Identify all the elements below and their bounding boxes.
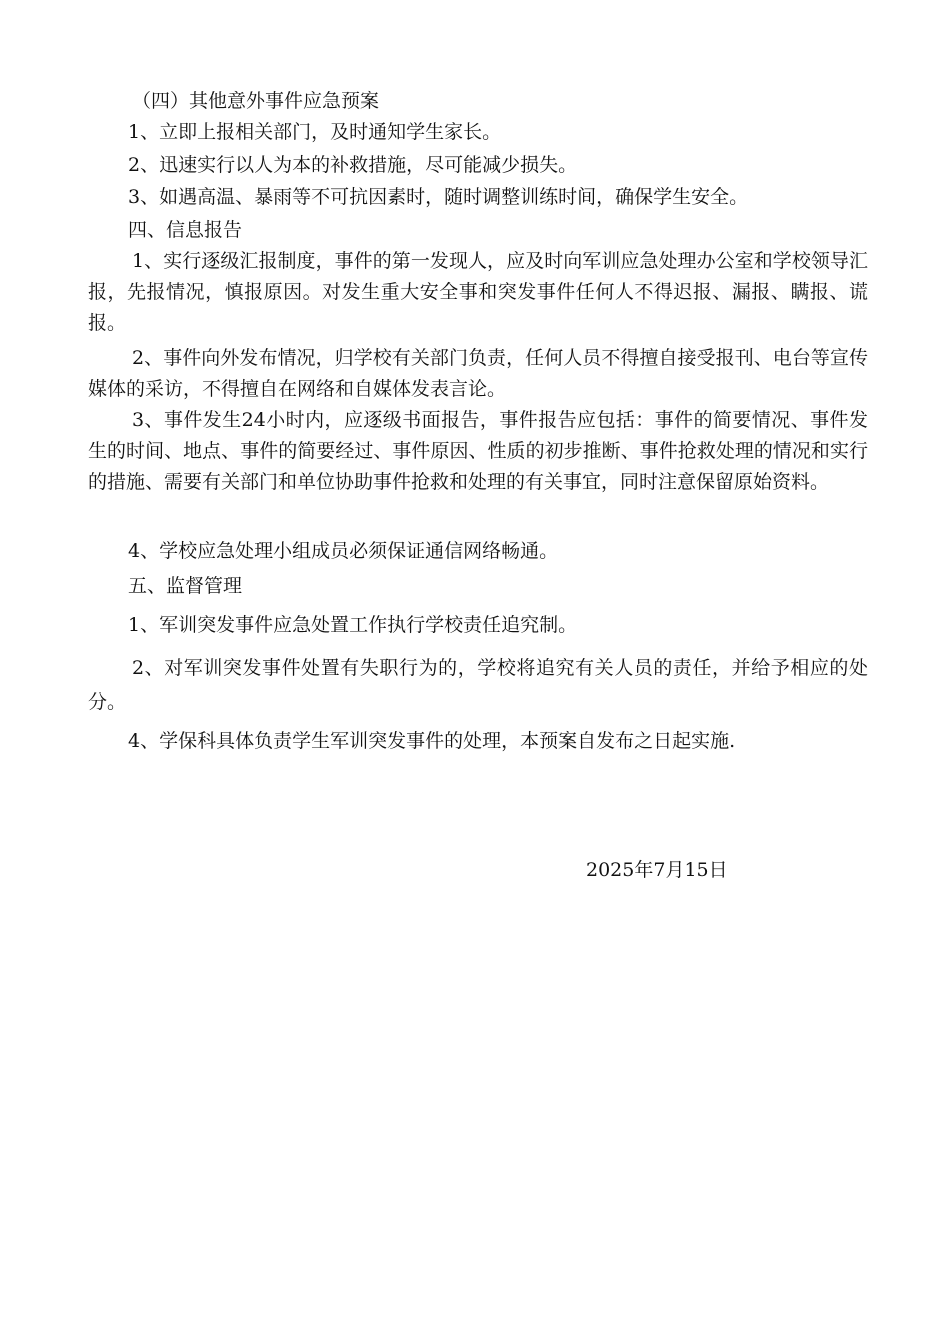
document-date: 2025年7月15日 <box>586 859 728 881</box>
paragraph-item: 1、实行逐级汇报制度，事件的第一发现人，应及时向军训应急处理办公室和学校领导汇报，先报情况，慎报原因。对发生重大安全事和突发事件任何人不得迟报、漏报、瞒报、谎报。 <box>88 250 868 334</box>
section-heading-other-emergencies: （四）其他意外事件应急预案 <box>132 90 380 112</box>
paragraph-item: 2、迅速实行以人为本的补救措施，尽可能减少损失。 <box>128 154 578 176</box>
paragraph-item: 1、军训突发事件应急处置工作执行学校责任追究制。 <box>128 614 578 636</box>
section-heading-info-report: 四、信息报告 <box>128 219 243 241</box>
paragraph-item: 4、学保科具体负责学生军训突发事件的处理，本预案自发布之日起实施. <box>128 730 736 752</box>
paragraph-item: 1、立即上报相关部门，及时通知学生家长。 <box>128 121 502 143</box>
paragraph-item: 4、学校应急处理小组成员必须保证通信网络畅通。 <box>128 540 559 562</box>
paragraph-item: 2、事件向外发布情况，归学校有关部门负责，任何人员不得擅自接受报刊、电台等宣传媒体的采访，不得擅自在网络和自媒体发表言论。 <box>88 347 868 400</box>
section-heading-supervision: 五、监督管理 <box>128 575 243 597</box>
paragraph-item: 3、事件发生24小时内，应逐级书面报告，事件报告应包括：事件的简要情况、事件发生的时间、地点、事件的简要经过、事件原因、性质的初步推断、事件抢救处理的情况和实行的措施、需要有关部门和单位协助事件抢救和处理的有关事宜，同时注意保留原始资料。 <box>88 409 868 493</box>
paragraph-item: 3、如遇高温、暴雨等不可抗因素时，随时调整训练时间，确保学生安全。 <box>128 186 749 208</box>
paragraph-item: 2、对军训突发事件处置有失职行为的，学校将追究有关人员的责任，并给予相应的处分。 <box>88 657 868 713</box>
